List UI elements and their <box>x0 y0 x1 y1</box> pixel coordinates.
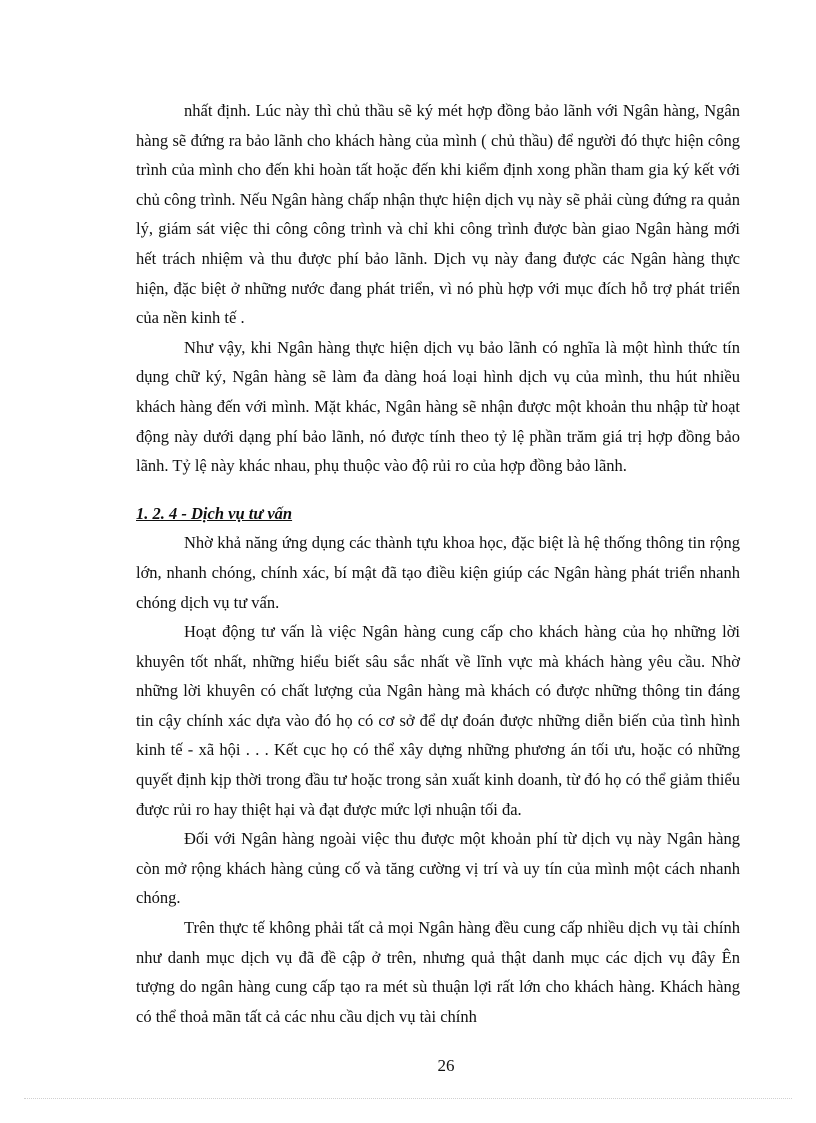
paragraph-consulting-intro: Nhờ khả năng ứng dụng các thành tựu khoa học, đặc biệt là hệ thống thông tin rộng lớn, nhanh chóng, chính xác, bí mật đã tạo điều kiện giúp các Ngân hàng phát triển nhanh chóng dịch vụ tư vấn. <box>136 533 740 612</box>
paragraph-guarantee-continued: nhất định. Lúc này thì chủ thầu sẽ ký mét hợp đồng bảo lãnh với Ngân hàng, Ngân hàng sẽ đứng ra bảo lãnh cho khách hàng của mình ( chủ thầu) để người đó thực hiện công trình của mình cho đến khi hoàn tất hoặc đến khi kiểm định xong phần tham gia ký kết với chủ công trình. Nếu Ngân hàng chấp nhận thực hiện dịch vụ này sẽ phải cùng đứng ra quản lý, giám sát việc thi công công trình và chỉ khi công trình được bàn giao Ngân hàng mới hết trách nhiệm và thu được phí bảo lãnh. Dịch vụ này đang được các Ngân hàng thực hiện, đặc biệt ở những nước đang phát triển, vì nó phù hợp với mục đích hỗ trợ phát triển của nền kinh tế . <box>136 101 740 328</box>
section-heading-consulting: 1. 2. 4 - Dịch vụ tư vấn <box>136 503 293 523</box>
paragraph-service-range: Trên thực tế không phải tất cả mọi Ngân hàng đều cung cấp nhiều dịch vụ tài chính như danh mục dịch vụ đã đề cập ở trên, nhưng quả thật danh mục các dịch vụ đây Ên tượng do ngân hàng cung cấp tạo ra mét sù thuận lợi rất lớn cho khách hàng. Khách hàng có thể thoả mãn tất cả các nhu cầu dịch vụ tài chính <box>136 918 740 1026</box>
paragraph-consulting-activity: Hoạt động tư vấn là việc Ngân hàng cung cấp cho khách hàng của họ những lời khuyên tốt nhất, những hiểu biết sâu sắc nhất về lĩnh vực mà khách hàng yêu cầu. Nhờ những lời khuyên có chất lượng của Ngân hàng mà khách có được những thông tin đáng tin cậy chính xác dựa vào đó họ có cơ sở để dự đoán được những diễn biến của tình hình kinh tế - xã hội . . . Kết cục họ có thể xây dựng những phương án tối ưu, hoặc có những quyết định kịp thời trong đầu tư hoặc trong sản xuất kinh doanh, từ đó họ có thể giảm thiểu được rủi ro hay thiệt hại và đạt được mức lợi nhuận tối đa. <box>136 622 740 819</box>
paragraph-consulting-benefit: Đối với Ngân hàng ngoài việc thu được một khoản phí từ dịch vụ này Ngân hàng còn mở rộng khách hàng củng cố và tăng cường vị trí và uy tín của mình một cách nhanh chóng. <box>136 829 740 908</box>
page-body <box>136 96 740 1031</box>
page-number: 26 <box>437 1056 455 1075</box>
paragraph-guarantee-summary: Như vậy, khi Ngân hàng thực hiện dịch vụ bảo lãnh có nghĩa là một hình thức tín dụng chữ ký, Ngân hàng sẽ làm đa dàng hoá loại hình dịch vụ của mình, thu hút nhiều khách hàng đến với mình. Mặt khác, Ngân hàng sẽ nhận được một khoản thu nhập từ hoạt động này dưới dạng phí bảo lãnh, nó được tính theo tỷ lệ phần trăm giá trị hợp đồng bảo lãnh. Tỷ lệ này khác nhau, phụ thuộc vào độ rủi ro của hợp đồng bảo lãnh. <box>136 337 740 476</box>
page-bottom-divider <box>24 1098 792 1099</box>
